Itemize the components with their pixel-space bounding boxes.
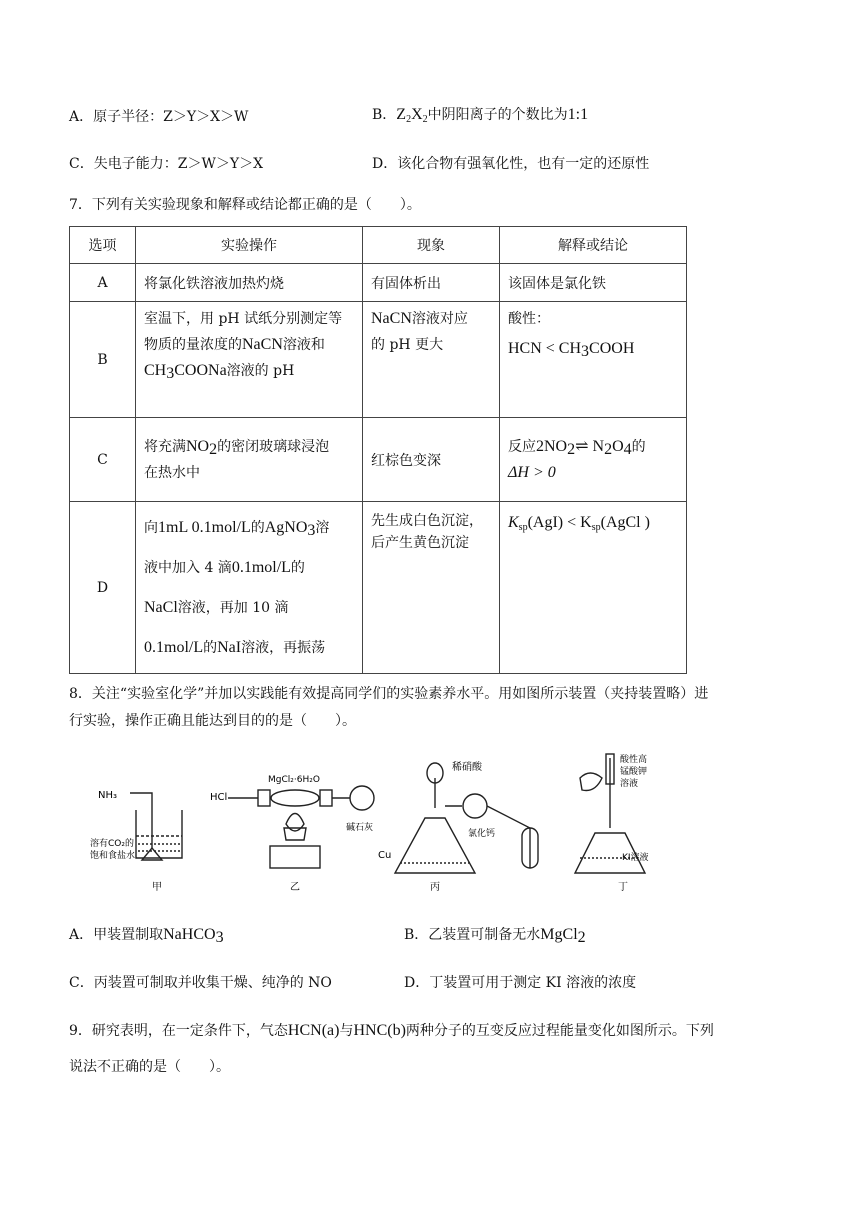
q9-stem-line1: 9．研究表明，在一定条件下，气态HCN(a)与HNC(b)两种分子的互变反应过程能量变化如图所示。下列 [69,1022,714,1039]
label-soda-lime: 碱石灰 [346,823,374,833]
formula-z2x2: $Z_2X_2$ [396,106,428,125]
label-ding: 丁 [618,882,628,893]
q8-stem-line2: 行实验，操作正确且能达到目的的是（ ）。 [69,713,356,729]
q7-table [69,226,687,674]
row-a-label: A [70,264,136,302]
row-a-conclusion: 该固体是氯化铁 [500,264,687,302]
row-d-conclusion: $K_{sp}(AgI)$ < $K_{sp}(AgCl$ ) [500,502,687,674]
header-conclusion: 解释或结论 [500,227,687,264]
row-c-label: C [70,418,136,502]
row-d-phenomenon: 先生成白色沉淀， 后产生黄色沉淀 [363,502,500,674]
q8-option-b: B．乙装置可制备无水MgCl$_2$ [404,926,586,946]
label-bing: 丙 [430,882,440,893]
label-hcl: HCl [210,792,228,803]
q8-option-a: A．甲装置制取NaHCO$_3$ [69,926,224,946]
apparatus-bing [395,763,538,873]
q6-option-b: B．$Z_2X_2$中阴阳离子的个数比为1:1 [372,106,589,125]
table-row-c [70,418,687,502]
q8-stem-line1: 8．关注“实验室化学”并加以实践能有效提高同学们的实验素养水平。用如图所示装置（夹持装置略）进 [69,686,709,702]
table-header-row [70,227,687,264]
row-d-operation: 向1mL 0.1mol/L的AgNO$_3$溶 液中加入 4 滴0.1mol/L的 NaCl溶液，再加 10 滴 0.1mol/L的NaI溶液，再振荡 [136,502,363,674]
row-c-operation: 将充满$NO_2$的密闭玻璃球浸泡 在热水中 [136,418,363,502]
table-row-b [70,302,687,418]
label-mgcl2: MgCl₂·6H₂O [268,775,320,785]
header-phenomenon: 现象 [363,227,500,264]
row-b-phenomenon: NaCN溶液对应 的 pH 更大 [363,302,500,418]
label-jia-solution1: 溶有CO₂的 [90,839,134,849]
row-b-conclusion: 酸性： HCN < $CH_3COOH$ [500,302,687,418]
q9-stem-line2: 说法不正确的是（ ）。 [69,1059,230,1075]
label-nh3: NH₃ [98,790,118,801]
q8-option-d: D．丁装置可用于测定 KI 溶液的浓度 [404,975,637,991]
q6-option-a: A．原子半径：Z＞Y＞X＞W [69,109,249,125]
label-kmno4-3: 溶液 [620,779,639,789]
row-a-operation: 将氯化铁溶液加热灼烧 [136,264,363,302]
label-kmno4-2: 锰酸钾 [620,767,648,777]
row-c-conclusion: 反应$2NO_2\rightleftharpoons$ $N_2O_4$的 ΔH > 0 [500,418,687,502]
apparatus-jia [130,793,182,860]
q7-stem: 7．下列有关实验现象和解释或结论都正确的是（ ）。 [69,197,421,213]
header-operation: 实验操作 [136,227,363,264]
row-a-phenomenon: 有固体析出 [363,264,500,302]
label-hno3: 稀硝酸 [452,762,482,773]
q6-option-d: D．该化合物有强氧化性，也有一定的还原性 [372,156,650,172]
row-c-phenomenon: 红棕色变深 [363,418,500,502]
row-d-label: D [70,502,136,674]
q8-option-c: C．丙装置可制取并收集干燥、纯净的 NO [69,975,332,991]
label-jia-solution2: 饱和食盐水 [90,851,136,861]
label-jia: 甲 [152,882,162,893]
q6-option-c: C．失电子能力：Z＞W＞Y＞X [69,156,264,172]
row-b-operation: 室温下，用 pH 试纸分别测定等 物质的量浓度的NaCN溶液和 $CH_3COONa$溶液的 pH [136,302,363,418]
table-row-d [70,502,687,674]
header-option: 选项 [70,227,136,264]
label-kmno4-1: 酸性高 [620,755,648,765]
label-ki: KI溶液 [622,853,649,863]
label-yi: 乙 [290,882,300,893]
row-b-label: B [70,302,136,418]
table-row-a [70,264,687,302]
label-cacl2: 氯化钙 [468,829,496,839]
q8-apparatus-figure [90,748,690,908]
label-cu: Cu [378,850,392,861]
